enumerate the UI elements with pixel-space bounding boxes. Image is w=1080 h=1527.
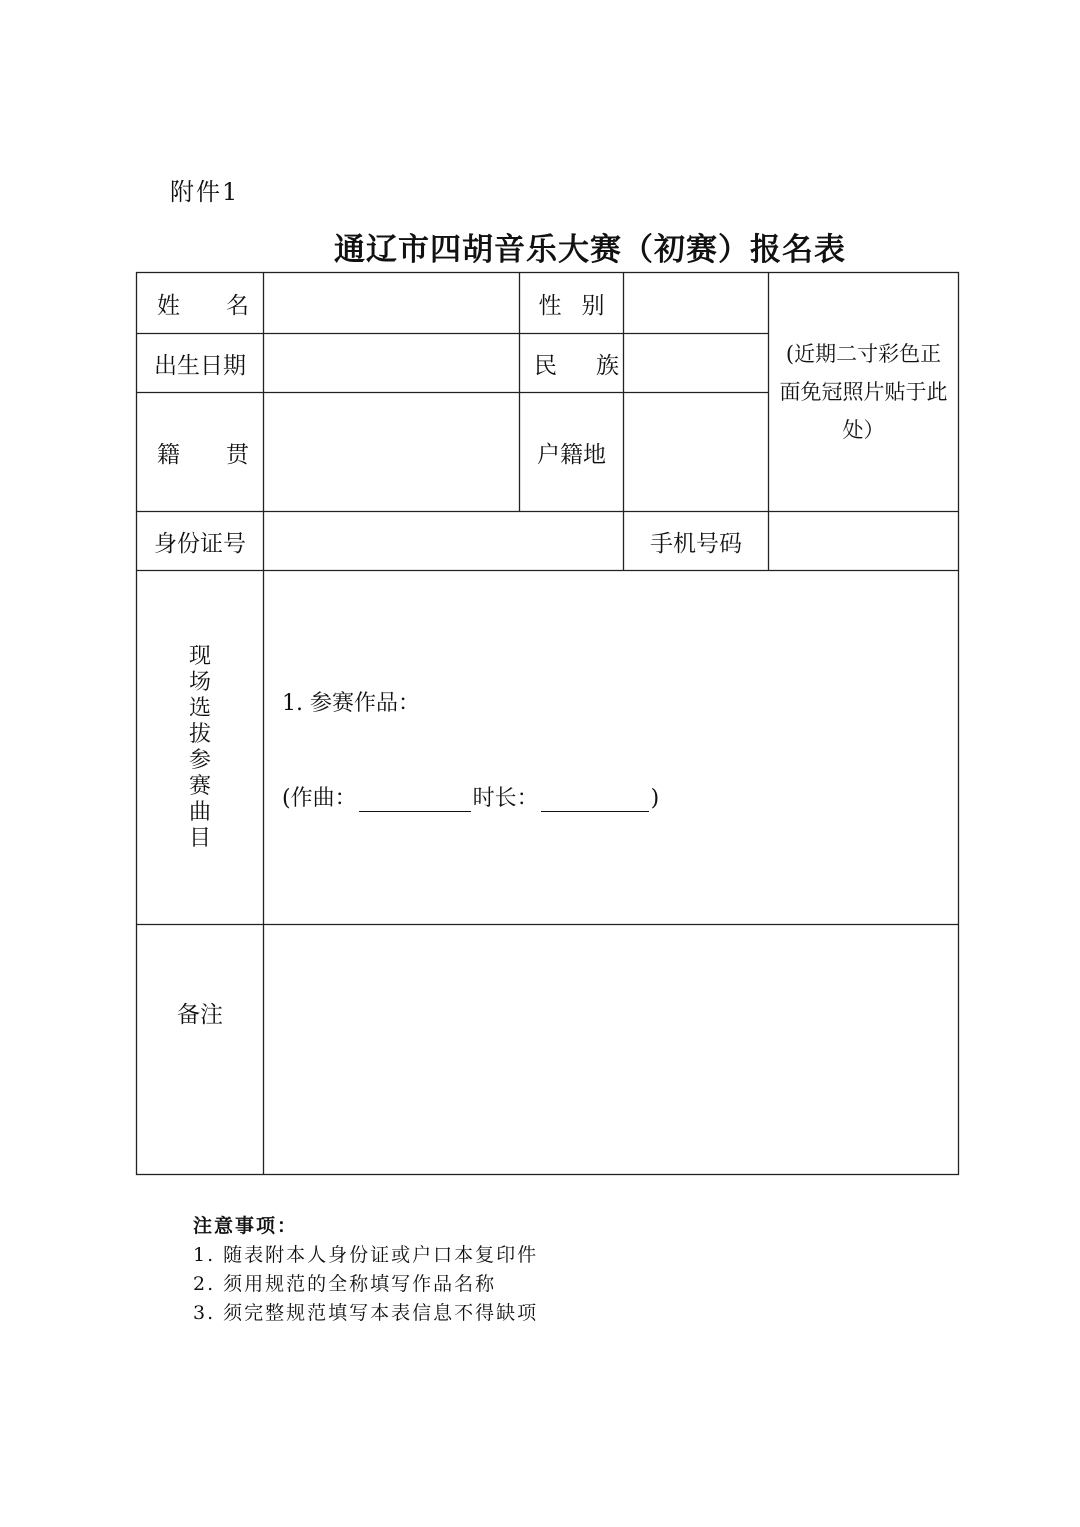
- duration-blank[interactable]: [541, 789, 649, 812]
- label-name-char-2: 名: [226, 292, 249, 319]
- entry-line-1: 1. 参赛作品：: [282, 691, 420, 716]
- phone-field[interactable]: [769, 512, 958, 570]
- label-native-place-char-1: 籍: [157, 441, 180, 468]
- gender-field[interactable]: [624, 273, 768, 333]
- photo-note-line-2: 面免冠照片贴于此: [779, 380, 948, 404]
- id-number-field[interactable]: [264, 512, 623, 570]
- entry-line-2: [282, 781, 659, 812]
- label-pieces-char: 拔: [188, 721, 211, 747]
- label-pieces-char: 曲: [188, 799, 211, 825]
- label-ethnicity: [520, 334, 623, 392]
- note-item: 3. 须完整规范填写本表信息不得缺项: [193, 1302, 539, 1324]
- label-pieces-char: 现: [188, 643, 211, 669]
- label-pieces-char: 场: [188, 669, 211, 695]
- label-gender-char-2: 别: [581, 292, 605, 319]
- notes-title: 注意事项：: [193, 1215, 299, 1237]
- photo-note-line-1: (近期二寸彩色正: [785, 342, 942, 366]
- native-place-field[interactable]: [264, 393, 519, 511]
- pieces-field[interactable]: [264, 571, 958, 924]
- entry-suffix: ): [650, 786, 660, 811]
- ethnicity-field[interactable]: [624, 334, 768, 392]
- note-item: 1. 随表附本人身份证或户口本复印件: [193, 1244, 539, 1266]
- photo-note-line-3: 处）: [842, 418, 885, 442]
- label-pieces-char: 赛: [188, 773, 211, 799]
- label-native-place-char-2: 贯: [226, 441, 249, 468]
- household-field[interactable]: [624, 393, 768, 511]
- name-field[interactable]: [264, 273, 519, 333]
- duration-label: 时长：: [472, 786, 539, 811]
- label-name-char-1: 姓: [157, 292, 180, 319]
- notes-section: [193, 1212, 538, 1328]
- remarks-field[interactable]: [264, 925, 958, 1174]
- label-ethnicity-char-1: 民: [534, 352, 557, 379]
- label-gender: [520, 273, 623, 333]
- label-pieces: [137, 571, 263, 924]
- composer-blank[interactable]: [359, 789, 471, 812]
- attachment-label: 附件1: [170, 178, 240, 206]
- note-item: 2. 须用规范的全称填写作品名称: [193, 1273, 497, 1295]
- label-pieces-char: 选: [188, 695, 211, 721]
- form-title: 通辽市四胡音乐大赛（初赛）报名表: [334, 232, 846, 268]
- composer-label: (作曲：: [282, 786, 357, 811]
- label-name: [137, 273, 263, 333]
- label-gender-char-1: 性: [538, 292, 562, 319]
- label-remarks: 备注: [177, 1001, 223, 1028]
- label-id-number: 身份证号: [154, 530, 246, 557]
- label-native-place: [137, 393, 263, 511]
- label-pieces-char: 目: [188, 825, 211, 851]
- label-ethnicity-char-2: 族: [596, 352, 619, 379]
- label-pieces-char: 参: [188, 747, 211, 773]
- label-birth-date: 出生日期: [154, 352, 246, 379]
- birth-date-field[interactable]: [264, 334, 519, 392]
- photo-placeholder[interactable]: [769, 273, 958, 511]
- label-phone: 手机号码: [650, 530, 742, 557]
- label-household: 户籍地: [537, 441, 606, 468]
